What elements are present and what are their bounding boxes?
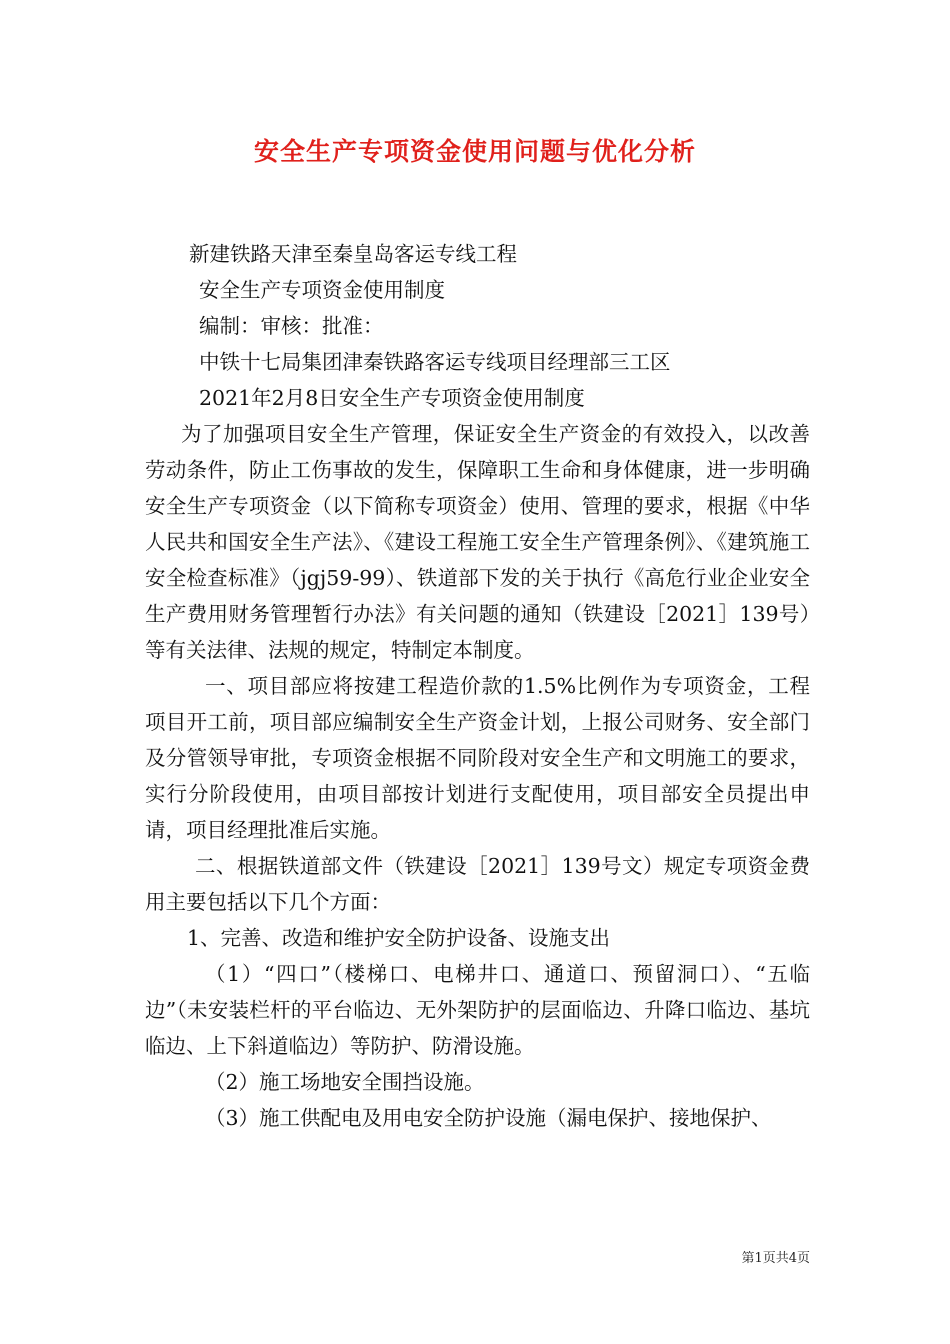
document-title: 安全生产专项资金使用问题与优化分析 — [253, 137, 696, 166]
header-line-signoff: 编制：审核：批准： — [199, 314, 384, 338]
header-line-project: 新建铁路天津至秦皇岛客运专线工程 — [189, 242, 517, 266]
paragraph-item-1: 1、完善、改造和维护安全防护设备、设施支出 — [187, 926, 611, 950]
page-footer — [600, 1247, 810, 1266]
paragraph-item-1-2: （2）施工场地安全围挡设施。 — [205, 1070, 485, 1094]
paragraph-section-1: 一、项目部应将按建工程造价款的1.5%比例作为专项资金，工程项目开工前，项目部应编制安全生产资金计划，上报公司财务、安全部门及分管领导审批，专项资金根据不同阶段对安全生产和文明施工的要求，实行分阶段使用，由项目部按计划进行支配使用，项目部安全员提出申请，项目经理批准后实施。 — [145, 674, 810, 842]
paragraph-item-1-1: （1）“四口”（楼梯口、电梯井口、通道口、预留洞口）、“五临边”（未安装栏杆的平台临边、无外架防护的层面临边、升降口临边、基坑临边、上下斜道临边）等防护、防滑设施。 — [145, 962, 810, 1058]
paragraph-intro: 为了加强项目安全生产管理，保证安全生产资金的有效投入，以改善劳动条件，防止工伤事故的发生，保障职工生命和身体健康，进一步明确安全生产专项资金（以下简称专项资金）使用、管理的要求，根据《中华人民共和国安全生产法》、《建设工程施工安全生产管理条例》、《建筑施工安全检查标准》（jgj59-99）、铁道部下发的关于执行《高危行业企业安全生产费用财务管理暂行办法》有关问题的通知（铁建设［2021］139号）等有关法律、法规的规定，特制定本制度。 — [145, 422, 810, 662]
header-line-department: 中铁十七局集团津秦铁路客运专线项目经理部三工区 — [199, 350, 671, 374]
header-line-date: 2021年2月8日安全生产专项资金使用制度 — [199, 386, 585, 410]
header-line-system: 安全生产专项资金使用制度 — [199, 278, 445, 302]
paragraph-section-2: 二、根据铁道部文件（铁建设［2021］139号文）规定专项资金费用主要包括以下几个方面： — [145, 854, 810, 914]
page-number-label: 第1页共4页 — [741, 1251, 810, 1266]
paragraph-item-1-3: （3）施工供配电及用电安全防护设施（漏电保护、接地保护、 — [205, 1106, 772, 1130]
document-body — [145, 236, 810, 1136]
